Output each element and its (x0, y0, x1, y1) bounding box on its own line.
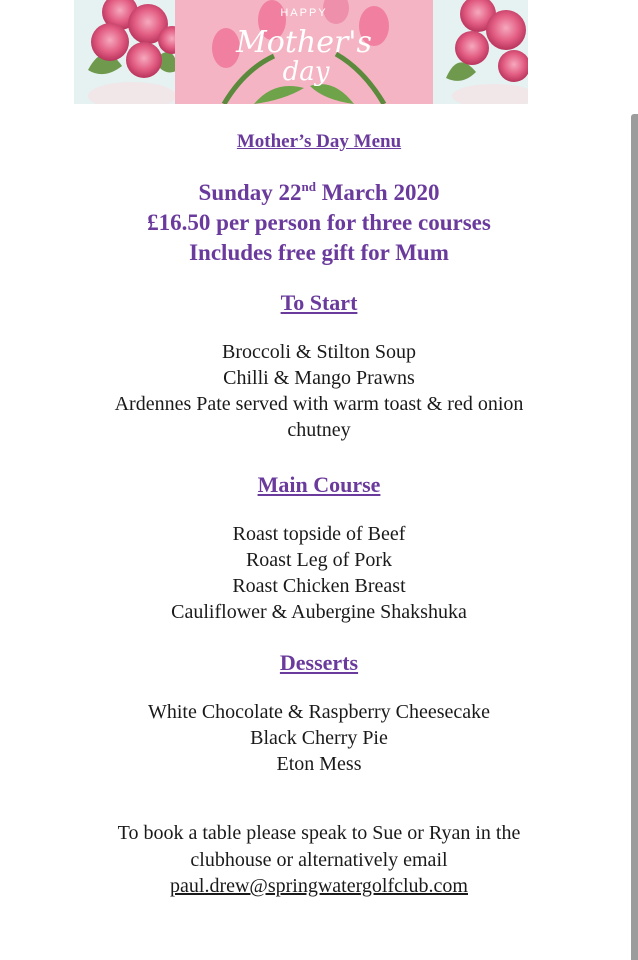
date-suffix: nd (301, 179, 316, 194)
date-prefix: Sunday 22 (198, 180, 302, 205)
list-item: White Chocolate & Raspberry Cheesecake (147, 701, 491, 723)
booking-line-2: clubhouse or alternatively email (190, 848, 448, 871)
list-item: Eton Mess (276, 753, 362, 775)
starters-heading: To Start (280, 290, 358, 315)
desserts-heading: Desserts (279, 650, 359, 675)
list-item: Broccoli & Stilton Soup (222, 341, 416, 363)
desserts-list (0, 699, 638, 777)
list-item: Roast Leg of Pork (245, 549, 393, 571)
starters-list (0, 339, 638, 443)
event-gift: Includes free gift for Mum (189, 240, 449, 265)
date-rest: March 2020 (315, 180, 440, 205)
booking-info (90, 820, 548, 900)
event-date (0, 178, 638, 208)
mothers-day-banner (74, 0, 528, 104)
list-item: Cauliflower & Aubergine Shakshuka (171, 601, 467, 623)
list-item: Roast Chicken Breast (232, 575, 406, 597)
list-item: chutney (287, 419, 351, 441)
list-item: Chilli & Mango Prawns (223, 367, 415, 389)
list-item: Ardennes Pate served with warm toast & red onion (114, 393, 524, 415)
mains-heading: Main Course (257, 472, 381, 497)
event-price: £16.50 per person for three courses (147, 210, 491, 235)
banner-happy: HAPPY (280, 7, 328, 19)
banner-mothers: Mother's (236, 25, 372, 60)
menu-title: Mother’s Day Menu (236, 131, 402, 152)
booking-line-1: To book a table please speak to Sue or Ryan in the (117, 822, 521, 844)
banner-day: day (282, 57, 330, 87)
list-item: Black Cherry Pie (250, 727, 388, 749)
mains-list (0, 521, 638, 625)
booking-email-link[interactable]: paul.drew@springwatergolfclub.com (170, 875, 468, 897)
banner-illustration (74, 0, 528, 104)
event-details (0, 178, 638, 268)
list-item: Roast topside of Beef (232, 523, 406, 545)
